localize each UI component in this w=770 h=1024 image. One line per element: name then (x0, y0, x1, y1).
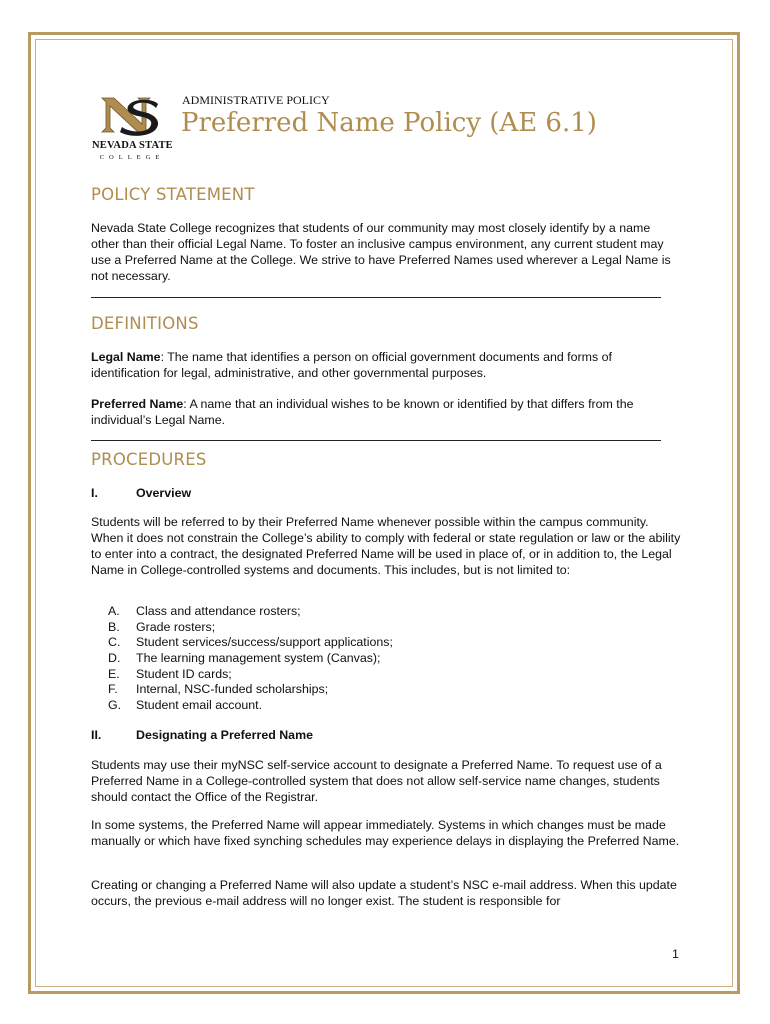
page-number: 1 (672, 947, 679, 961)
section-title: Overview (136, 486, 192, 500)
section-number: II. (91, 728, 102, 742)
definition-term: Legal Name (91, 350, 161, 364)
page-title: Preferred Name Policy (AE 6.1) (181, 108, 597, 138)
definition-text: : A name that an individual wishes to be known or identified by that differs from the individual’s Legal Name. (91, 397, 634, 427)
list-item: F. Internal, NSC-funded scholarships; (108, 682, 329, 697)
list-item: G. Student email account. (108, 698, 263, 713)
definition-preferred-name (91, 396, 681, 428)
section-divider (91, 440, 661, 441)
section-title: Designating a Preferred Name (136, 728, 313, 742)
page-border (28, 32, 740, 994)
definition-term: Preferred Name (91, 397, 184, 411)
designating-paragraph-3: Creating or changing a Preferred Name will also update a student’s NSC e-mail address. When this update occurs, the previous e-mail address will no longer exist. The student is responsible for (91, 878, 677, 908)
list-item: C. Student services/success/support applications; (108, 635, 393, 650)
policy-statement-body: Nevada State College recognizes that students of our community may most closely identify by a name other than their official Legal Name. To foster an inclusive campus environment, any current student may use a Preferred Name at the College. We strive to have Preferred Names used wherever a Legal Name is not necessary. (91, 221, 671, 283)
list-item: B. Grade rosters; (108, 619, 216, 634)
section-number: I. (91, 486, 98, 500)
logo-wordmark: NEVADA STATE (92, 140, 173, 151)
designating-paragraph-2: In some systems, the Preferred Name will appear immediately. Systems in which changes must be made manually or which have fixed synching schedules may experience delays in displaying the Preferred Name. (91, 818, 680, 848)
document-category: ADMINISTRATIVE POLICY (182, 93, 330, 107)
procedures-heading: PROCEDURES (91, 450, 207, 469)
list-item: D. The learning management system (Canvas); (108, 651, 381, 666)
college-logo (92, 94, 172, 172)
systems-list (108, 604, 608, 714)
overview-paragraph: Students will be referred to by their Preferred Name whenever possible within the campus community. When it does not constrain the College’s ability to comply with federal or state regulation or law or the ability to enter into a contract, the designated Preferred Name will be used in place of, or in addition to, the Legal Name in College-controlled systems and documents. This includes, but is not limited to: (91, 515, 681, 577)
definitions-heading: DEFINITIONS (91, 314, 199, 333)
section-divider (91, 297, 661, 298)
definition-legal-name (91, 349, 681, 381)
definition-text: : The name that identifies a person on official government documents and forms of identification for legal, administrative, and other governmental purposes. (91, 350, 612, 380)
list-item: A. Class and attendance rosters; (108, 604, 301, 618)
ns-monogram-icon (98, 94, 166, 138)
designating-paragraph-1: Students may use their myNSC self-service account to designate a Preferred Name. To request use of a Preferred Name in a College-controlled system that does not allow self-service name changes, students should contact the Office of the Registrar. (91, 758, 662, 804)
logo-subtitle: COLLEGE (99, 154, 165, 161)
list-item: E. Student ID cards; (108, 666, 232, 681)
policy-statement-heading: POLICY STATEMENT (91, 185, 255, 204)
